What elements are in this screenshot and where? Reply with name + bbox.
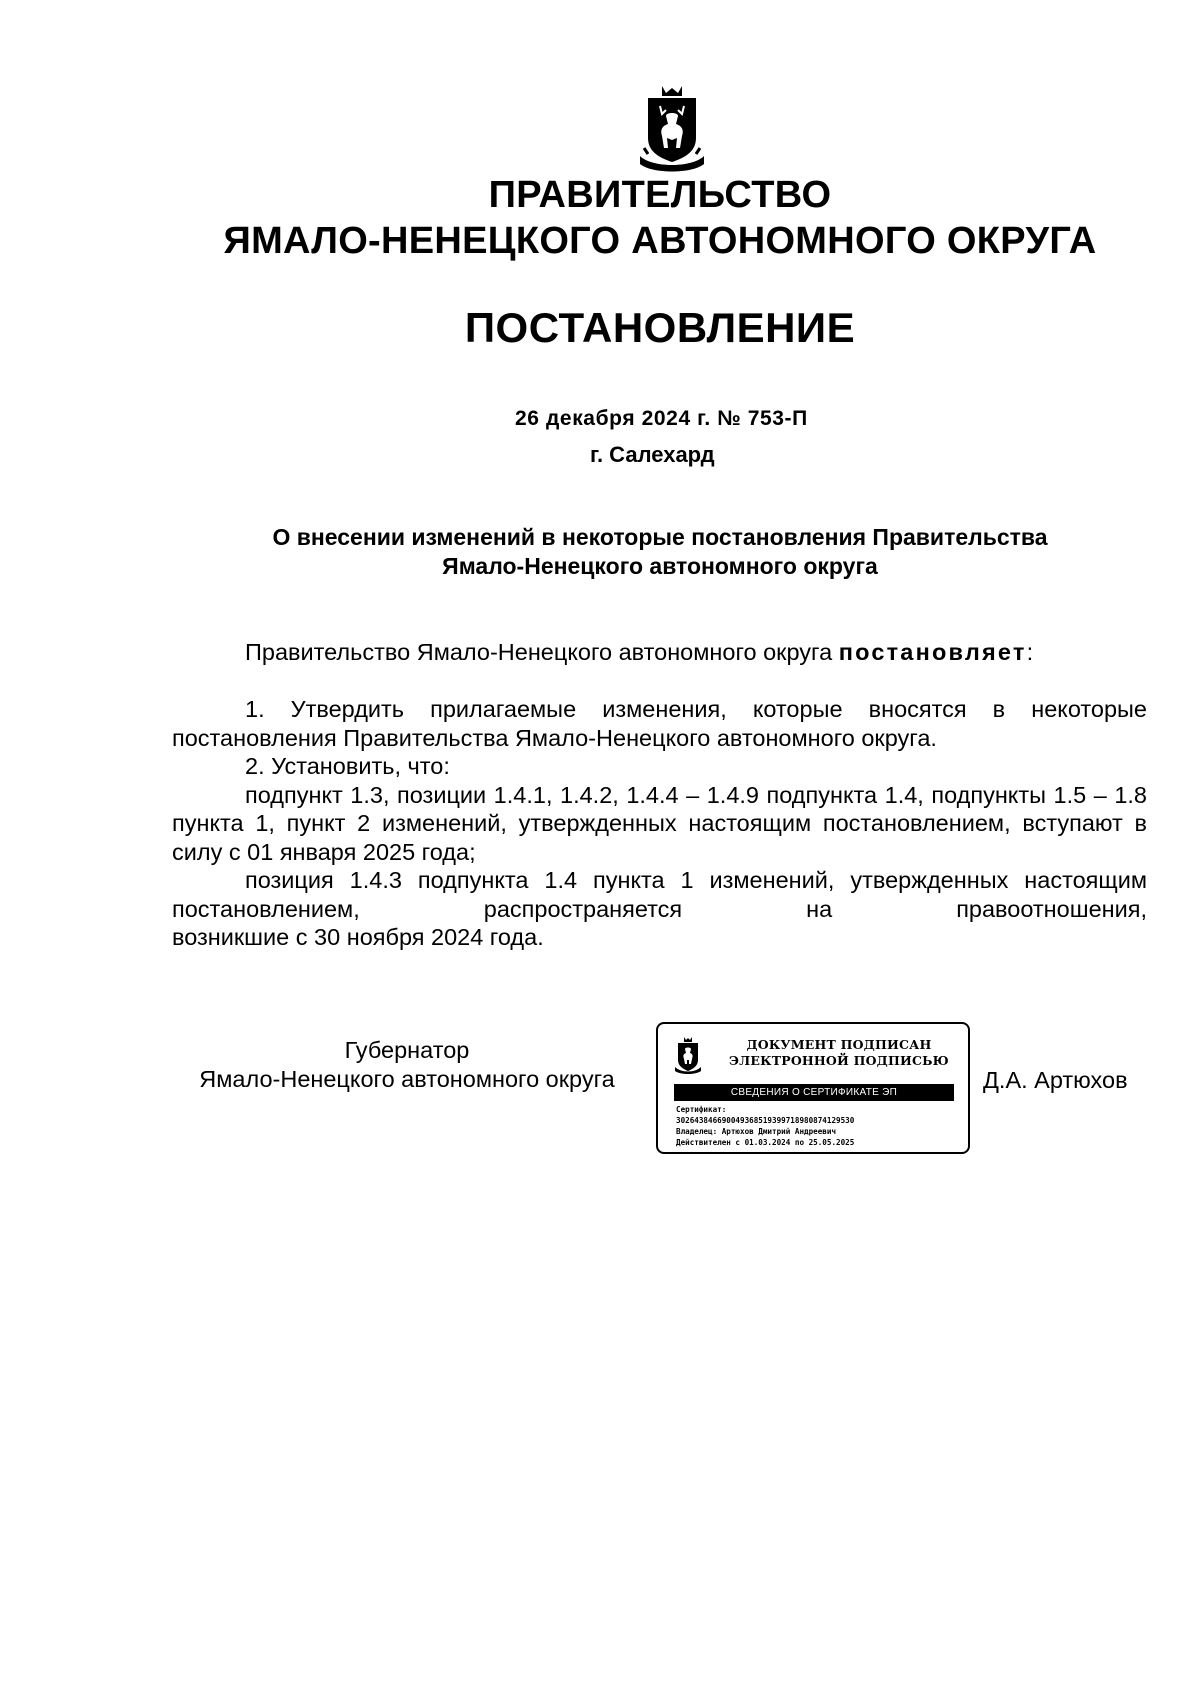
item-2-paragraph: 2. Установить, что:	[245, 753, 450, 779]
signatory-title-line2: Ямало-Ненецкого автономного округа	[199, 1066, 615, 1092]
coat-of-arms-icon	[636, 84, 708, 174]
document-city: г. Салехард	[590, 442, 715, 467]
stamp-heading-line2: ЭЛЕКТРОННОЙ ПОДПИСЬЮ	[729, 1053, 949, 1068]
intro-colon: :	[1026, 639, 1034, 665]
item-1-paragraph: 1. Утвердить прилагаемые изменения, которые вносятся в некоторые постановления Правительства Ямало-Ненецкого автономного округа.	[172, 696, 1147, 751]
subject-line2: Ямало-Ненецкого автономного округа	[442, 553, 878, 579]
stamp-cert-number: 302643846690049368519399718980874129530	[676, 1116, 855, 1125]
signatory-title	[172, 1036, 642, 1094]
stamp-certificate-details	[676, 1104, 854, 1148]
intro-paragraph	[172, 638, 1147, 667]
intro-text: Правительство Ямало-Ненецкого автономного округа	[245, 639, 839, 665]
document-type-title: ПОСТАНОВЛЕНИЕ	[464, 304, 856, 351]
government-name-line2: ЯМАЛО-НЕНЕЦКОГО АВТОНОМНОГО ОКРУГА	[223, 220, 1097, 262]
document-body	[172, 695, 1147, 952]
subject-line1: О внесении изменений в некоторые постановления Правительства	[272, 524, 1048, 550]
stamp-certificate-bar: СВЕДЕНИЯ О СЕРТИФИКАТЕ ЭП	[674, 1084, 954, 1101]
signatory-name: Д.А. Артюхов	[983, 1067, 1128, 1093]
electronic-signature-stamp	[656, 1022, 970, 1154]
document-subject	[172, 523, 1148, 581]
item-2b-paragraph: позиция 1.4.3 подпункта 1.4 пункта 1 изменений, утвержденных настоящим постановлением, распространяется на правоотношения,	[172, 867, 1147, 922]
stamp-owner: Владелец: Артюхов Дмитрий Андреевич	[676, 1127, 837, 1136]
stamp-coat-of-arms-icon	[674, 1036, 702, 1074]
document-date-number: 26 декабря 2024 г. № 753-П	[515, 407, 808, 430]
stamp-heading-line1: ДОКУМЕНТ ПОДПИСАН	[746, 1037, 932, 1052]
government-name-line1: ПРАВИТЕЛЬСТВО	[488, 174, 832, 216]
stamp-valid: Действителен с 01.03.2024 по 25.05.2025	[676, 1138, 855, 1147]
item-2a-paragraph: подпункт 1.3, позиции 1.4.1, 1.4.2, 1.4.4 – 1.4.9 подпункта 1.4, подпункты 1.5 – 1.8 пункта 1, пункт 2 изменений, утвержденных настоящим постановлением, вступают в силу с 01 января 2025 года;	[172, 781, 1147, 865]
item-2b-continuation: возникшие с 30 ноября 2024 года.	[172, 924, 544, 950]
stamp-cert-label: Сертификат:	[676, 1105, 727, 1114]
signatory-title-line1: Губернатор	[344, 1037, 470, 1063]
stamp-heading	[722, 1037, 956, 1069]
intro-verb: постановляет	[838, 639, 1027, 665]
